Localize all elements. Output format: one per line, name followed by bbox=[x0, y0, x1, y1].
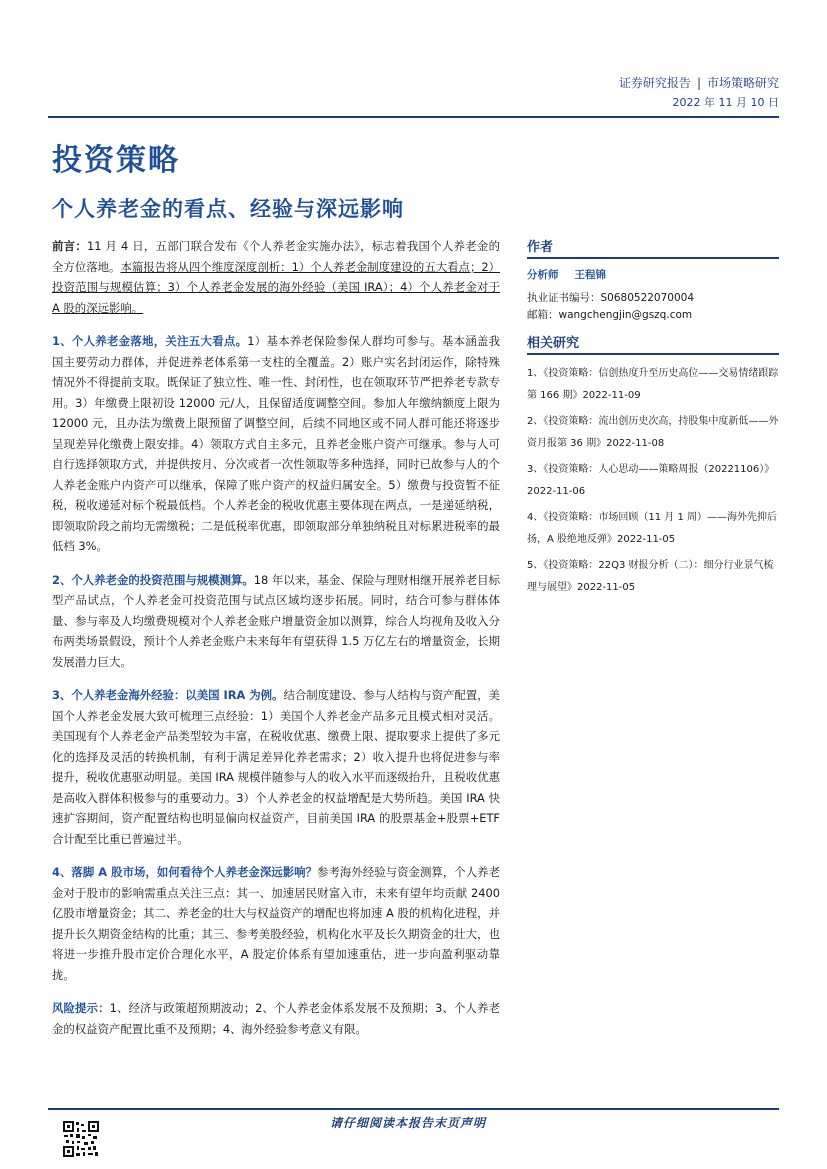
related-item[interactable]: 2、《投资策略：流出创历史次高，持股集中度新低——外资月报第 36 期》2022-11-08 bbox=[527, 416, 779, 449]
intro-lead: 前言： bbox=[52, 239, 88, 253]
intro-paragraph bbox=[52, 236, 500, 318]
intro-outline: 本篇报告将从四个维度深度剖析：1）个人养老金制度建设的五大看点；2）投资范围与规模估算；3）个人养老金发展的海外经验（美国 IRA）；4）个人养老金对于 A 股的深远影响。 bbox=[52, 259, 500, 315]
header-report-line bbox=[619, 74, 779, 91]
report-date: 2022 年 11 月 10 日 bbox=[672, 96, 779, 109]
header-divider bbox=[48, 116, 779, 118]
footer-divider bbox=[48, 1108, 779, 1110]
section-1-heading: 1、个人养老金落地，关注五大看点。 bbox=[52, 334, 248, 348]
page-title: 个人养老金的看点、经验与深远影响 bbox=[52, 197, 404, 221]
related-item[interactable]: 3、《投资策略：人心思动——策略周报（20221106）》2022-11-06 bbox=[527, 464, 775, 497]
section-2-body: 18 年以来，基金、保险与理财相继开展养老目标型产品试点，个人养老金可投资范围与试点区域均逐步拓展。同时，结合可参与群体体量、参与率及人均缴费规模对个人养老金账户增量资金加以测算，综合人均视角及收入分布两类场景假设，预计个人养老金账户未来每年有望获得 1.5 万亿左右的增量资金，长期发展潜力巨大。 bbox=[52, 572, 500, 669]
main-content bbox=[52, 236, 500, 1052]
related-item[interactable]: 1、《投资策略：信创热度升至历史高位——交易情绪跟踪第 166 期》2022-11-09 bbox=[527, 368, 779, 401]
report-type: 证券研究报告 bbox=[618, 76, 691, 90]
risk-paragraph bbox=[52, 998, 500, 1039]
risk-text: 1、经济与政策超预期波动；2、个人养老金体系发展不及预期；3、个人养老金的权益资产配置比重不及预期；4、海外经验参考意义有限。 bbox=[52, 1001, 500, 1036]
report-category: 市场策略研究 bbox=[706, 76, 779, 90]
footer-disclaimer: 请仔细阅读本报告末页声明 bbox=[330, 1116, 487, 1130]
analyst-label: 分析师 bbox=[527, 269, 559, 281]
section-3-heading: 3、个人养老金海外经验：以美国 IRA 为例。 bbox=[52, 688, 284, 702]
section-3-body: 结合制度建设、参与人结构与资产配置，美国个人养老金发展大致可梳理三点经验：1）美国个人养老金产品多元且模式相对灵活。美国现有个人养老金产品类型较为丰富，在税收优惠、缴费上限、提取要求上提供了多元化的选择及灵活的转换机制，有利于满足差异化养老需求；2）收入提升也将促进参与率提升，税收优惠驱动明显。美国 IRA 规模伴随参与人的收入水平而逐级抬升，且税收优惠是高收入群体积极参与的重要动力。3）个人养老金的权益增配是大势所趋。美国 IRA 快速扩容期间，资产配置结构也明显偏向权益资产，目前美国 IRA 的股票基金+股票+ETF 合计配至比重已普遍过半。 bbox=[52, 688, 500, 846]
section-1 bbox=[52, 331, 500, 557]
author-heading: 作者 bbox=[527, 236, 779, 259]
analyst-email[interactable]: 邮箱：wangchengjin@gszq.com bbox=[527, 309, 693, 321]
risk-label: 风险提示： bbox=[52, 1001, 110, 1015]
analyst-name: 王程锦 bbox=[574, 269, 606, 281]
section-3 bbox=[52, 685, 500, 849]
section-4 bbox=[52, 862, 500, 985]
qr-code-icon bbox=[62, 1120, 100, 1158]
section-2 bbox=[52, 570, 500, 673]
section-2-heading: 2、个人养老金的投资范围与规模测算。 bbox=[52, 572, 254, 587]
section-4-heading: 4、落脚 A 股市场，如何看待个人养老金深远影响？ bbox=[52, 865, 318, 879]
doc-type: 投资策略 bbox=[52, 143, 180, 178]
header-separator: | bbox=[696, 76, 701, 90]
related-item[interactable]: 4、《投资策略：市场回顾（11 月 1 周）——海外先抑后扬，A 股绝地反弹》2022-11-05 bbox=[527, 512, 777, 545]
sidebar bbox=[527, 236, 779, 603]
section-4-body: 参考海外经验与资金测算，个人养老金对于股市的影响需重点关注三点：其一、加速居民财富入市，未来有望年均贡献 2400 亿股市增量资金；其二、养老金的壮大与权益资产的增配也将加速 A 股的机构化进程，并提升长久期资金结构的比重；其三、参考美股经验，机构化水平及长久期资金的壮大，也将进一步推升股市定价合理化水平，A 股定价体系有望加速重估，进一步向盈利驱动靠拢。 bbox=[52, 865, 500, 982]
intro-text: 11 月 4 日，五部门联合发布《个人养老金实施办法》，标志着我国个人养老金的全方位落地。 bbox=[52, 239, 500, 274]
analyst bbox=[527, 267, 779, 282]
section-1-body: 1）基本养老保险参保人群均可参与。基本涵盖我国主要劳动力群体，并促进养老体系第一支柱的全覆盖。2）账户实名封闭运作，除特殊情况外不得提前支取。既保证了独立性、唯一性、封闭性，也在领取环节严把养老专款专用。3）年缴费上限初设 12000 元/人，且保留适度调整空间。参加人年缴纳额度上限为 12000 元，且办法为缴费上限预留了调整空间，后续不同地区或不同人群可能还将逐步呈现差异化缴费上限安排。4）领取方式自主多元，且养老金账户资产可继承。参与人可自行选择领取方式，并提供按月、分次或者一次性领取等多种选择，同时已故参与人的个人养老金账户内资产可以继承，保障了账户资产的权益归属安全。5）缴费与投资暂不征税，税收递延对标个税最低档。个人养老金的税收优惠主要体现在两点，一是递延纳税，即领取阶段之前均无需缴税；二是低税率优惠，即领取部分单独纳税且对标累进税率的最低档 3%。 bbox=[52, 334, 500, 553]
related-heading: 相关研究 bbox=[527, 332, 779, 355]
certificate-number: 执业证书编号：S0680522070004 bbox=[527, 292, 695, 304]
related-item[interactable]: 5、《投资策略：22Q3 财报分析（二）：细分行业景气梳理与展望》2022-11-05 bbox=[527, 560, 774, 593]
